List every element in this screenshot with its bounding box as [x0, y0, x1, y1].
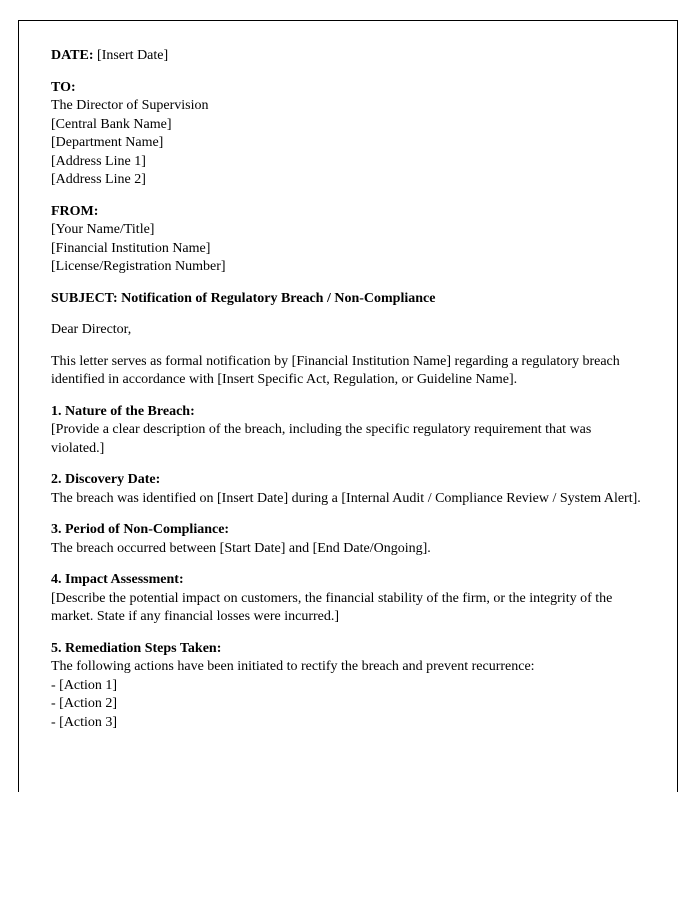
- section-heading: 4. Impact Assessment:: [51, 572, 184, 587]
- date-value: [Insert Date]: [93, 48, 169, 63]
- letter-document: [19, 21, 677, 732]
- section-body: The following actions have been initiated to rectify the breach and prevent recurrence:: [51, 659, 535, 674]
- from-line: [License/Registration Number]: [51, 259, 226, 274]
- section-body: [Describe the potential impact on customers, the financial stability of the firm, or the integrity of the market. State if any financial losses were incurred.]: [51, 590, 613, 624]
- section-period-of-noncompliance: [51, 521, 645, 558]
- intro-text: This letter serves as formal notification by [Financial Institution Name] regarding a regulatory breach identified in accordance with [Insert Specific Act, Regulation, or Guideline Name].: [51, 353, 620, 387]
- section-heading: 5. Remediation Steps Taken:: [51, 640, 222, 656]
- to-line: [Address Line 1]: [51, 153, 146, 169]
- action-item: - [Action 1]: [51, 677, 118, 693]
- section-body: The breach was identified on [Insert Date] during a [Internal Audit / Compliance Review / System Alert].: [51, 490, 641, 506]
- letter-page-frame: [18, 20, 678, 792]
- section-heading: 1. Nature of the Breach:: [51, 403, 195, 419]
- subject-line: [51, 290, 645, 309]
- to-label: TO:: [51, 79, 76, 95]
- from-line: [Financial Institution Name]: [51, 240, 211, 256]
- from-label: FROM:: [51, 203, 99, 219]
- to-line: The Director of Supervision: [51, 98, 209, 113]
- section-nature-of-breach: [51, 403, 645, 459]
- section-heading: 3. Period of Non-Compliance:: [51, 522, 230, 537]
- salutation-line: [51, 321, 645, 340]
- date-label: DATE:: [51, 48, 94, 63]
- to-line: [Address Line 2]: [51, 172, 146, 187]
- action-item: - [Action 3]: [51, 714, 118, 730]
- section-body: [Provide a clear description of the breach, including the specific regulatory requirement that was violated.]: [51, 422, 592, 456]
- to-block: [51, 79, 645, 190]
- from-block: [51, 203, 645, 277]
- section-discovery-date: [51, 471, 645, 508]
- section-heading: 2. Discovery Date:: [51, 472, 161, 487]
- subject-text: SUBJECT: Notification of Regulatory Breach / Non-Compliance: [51, 290, 436, 306]
- section-impact-assessment: [51, 571, 645, 627]
- action-item: - [Action 2]: [51, 696, 118, 711]
- date-line: [51, 47, 645, 66]
- from-line: [Your Name/Title]: [51, 222, 155, 237]
- to-line: [Central Bank Name]: [51, 116, 172, 132]
- section-remediation-steps: [51, 640, 645, 733]
- intro-paragraph: [51, 353, 645, 390]
- salutation-text: Dear Director,: [51, 322, 132, 337]
- to-line: [Department Name]: [51, 135, 164, 150]
- section-body: The breach occurred between [Start Date] and [End Date/Ongoing].: [51, 540, 431, 556]
